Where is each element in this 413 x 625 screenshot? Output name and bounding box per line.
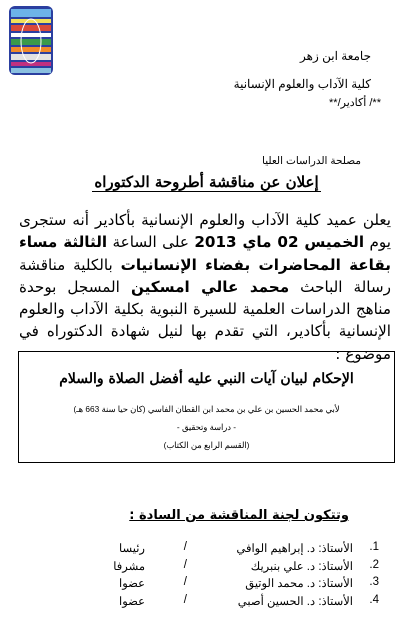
member-separator: / (183, 559, 187, 571)
member-name: الأستاذ: د. علي بنبريك (250, 561, 353, 573)
defense-venue: بقاعة المحاضرات بفضاء الإنسانيات (120, 255, 391, 274)
department-name: مصلحة الدراسات العليا (262, 155, 361, 167)
member-role: مشرفا (113, 561, 145, 573)
member-number: 3. (369, 576, 379, 588)
body-text-2: على الساعة (107, 233, 195, 252)
thesis-part: (القسم الرابع من الكتاب) (163, 440, 250, 450)
member-separator: / (183, 576, 187, 588)
member-number: 1. (369, 541, 379, 553)
member-role: رئيسا (119, 543, 145, 555)
faculty-name: كلية الآداب والعلوم الإنسانية (233, 77, 371, 91)
committee-member (39, 594, 379, 612)
member-role: عضوا (119, 596, 145, 608)
member-name: الأستاذ: د. الحسين أصبي (237, 596, 353, 608)
defense-date: الخميس 02 ماي 2013 (194, 233, 365, 252)
thesis-author: لأبي محمد الحسين بن علي بن محمد ابن القطان الفاسي (كان حيا سنة 663 هـ) (73, 404, 340, 414)
member-separator: / (183, 594, 187, 606)
committee-member (39, 576, 379, 594)
member-number: 4. (369, 594, 379, 606)
body-text-4: بالكلية مناقشة رسالة الباحث (19, 255, 391, 296)
member-separator: / (183, 541, 187, 553)
defense-time: الثالثة مساء (19, 233, 108, 252)
body-text-1: يعلن عميد كلية الآداب والعلوم الإنسانية بأكادير أنه ستجرى يوم (19, 211, 391, 252)
thesis-study: - دراسة وتحقيق - (176, 422, 237, 432)
member-role: عضوا (119, 578, 145, 590)
announcement-body (19, 209, 391, 365)
city-reference: **/ أكادير/** (329, 97, 381, 109)
announcement-title (0, 173, 413, 192)
university-name: جامعة ابن زهر (300, 49, 371, 63)
member-number: 2. (369, 559, 379, 571)
university-logo (7, 4, 55, 77)
committee-member (39, 559, 379, 577)
committee-heading: وتتكون لجنة المناقشة من السادة : (129, 508, 349, 523)
announcement-title-text: إعلان عن مناقشة أطروحة الدكتوراه (94, 173, 319, 191)
body-text-5: المسجل بوحدة مناهج الدراسات العلمية للسيرة النبوية بكلية الآداب والعلوم الإنسانية بأكادير، التي تقدم بها لنيل شهادة الدكتوراه في موضوع : (19, 277, 391, 363)
member-name: الأستاذ: د. محمد الوتيق (245, 578, 353, 590)
thesis-title: الإحكام لبيان آيات النبي عليه أفضل الصلاة والسلام (59, 371, 354, 387)
researcher-name: محمد عالي امسكين (130, 277, 290, 296)
committee-member (39, 541, 379, 559)
member-name: الأستاذ: د. إبراهيم الوافي (236, 543, 353, 555)
